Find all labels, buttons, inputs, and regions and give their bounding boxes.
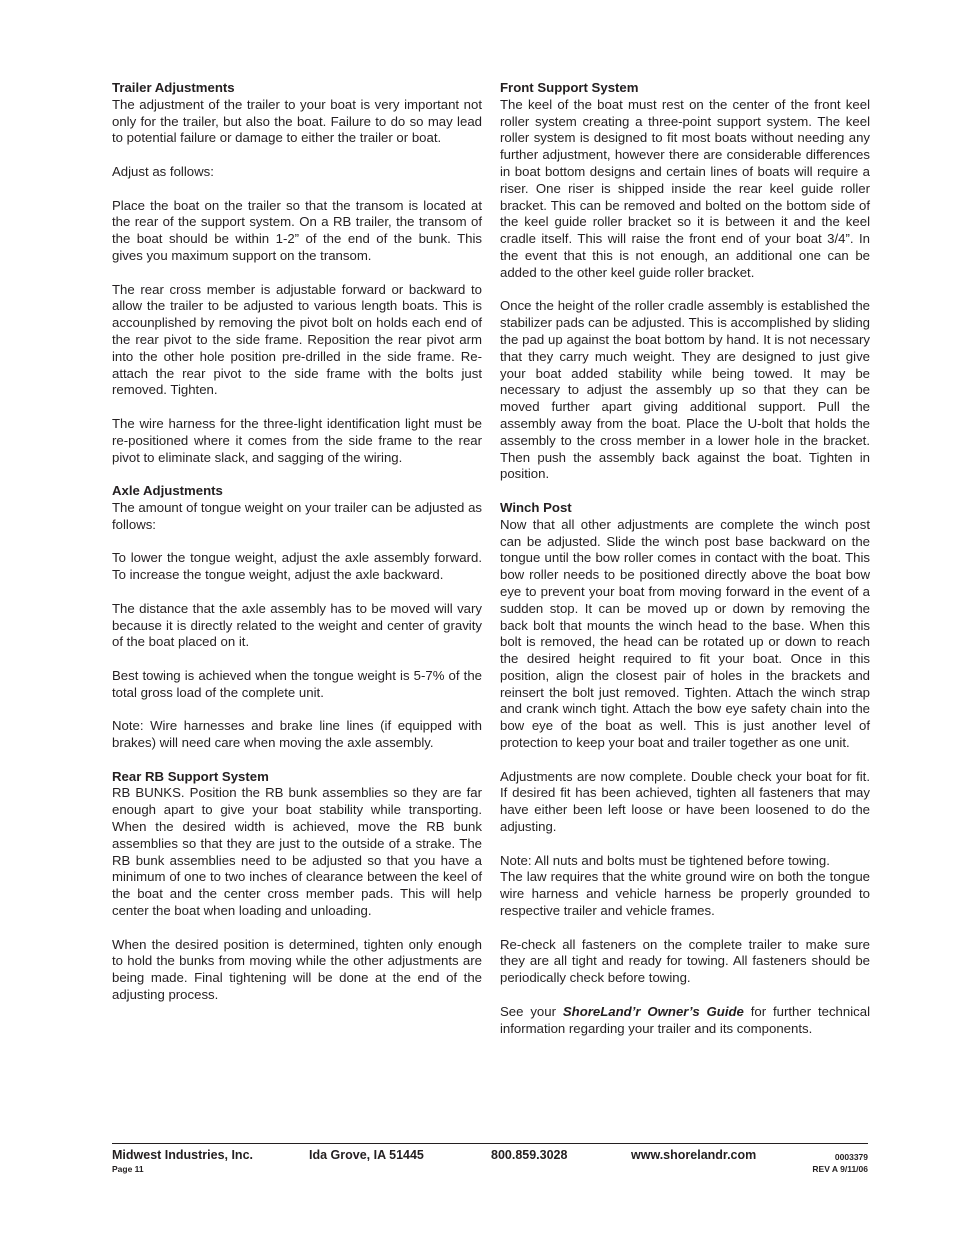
paragraph: The distance that the axle assembly has to be moved will vary because it is directly related to the weight and center of gravity of the boat placed on it.	[112, 600, 482, 650]
paragraph: RB BUNKS. Position the RB bunk assemblies so they are far enough apart to give your boat stability while transporting. When the desired width is achieved, move the RB bunk assemblies so that they are just to the outside of a strake. The RB bunk assemblies need to be adjusted so that you have a minimum of one to two inches of clearance between the keel of the boat and the center cross member pads. This will help center the boat when loading and unloading.	[112, 785, 482, 919]
footer-phone: 800.859.3028	[491, 1148, 568, 1162]
paragraph: Best towing is achieved when the tongue weight is 5-7% of the total gross load of the complete unit.	[112, 667, 482, 700]
footer-location: Ida Grove, IA 51445	[309, 1148, 424, 1162]
paragraph: Note: All nuts and bolts must be tightened before towing.	[500, 852, 830, 868]
footer-website: www.shorelandr.com	[631, 1148, 757, 1162]
paragraph: Now that all other adjustments are complete the winch post can be adjusted. Slide the winch post base backward on the tongue until the bow roller comes in contact with the boat. This bow roller needs to be positioned directly above the boat bow eye to prevent your boat from moving forward in the event of a sudden stop. It can be moved up or down by removing the back bolt that mounts the winch head to the base. When this bolt is removed, the head can be rotated up or down to reach the desired height required to fit your boat. Once in this position, align the closest pair of holes in the brackets and reinsert the bolt just removed. Tighten. Attach the winch strap and crank winch tight. Attach the bow eye safety chain into the bow eye of the boat as well. This is just another level of protection to keep your boat and trailer together as one unit.	[500, 516, 870, 751]
section-heading-trailer-adjustments: Trailer Adjustments	[112, 80, 235, 95]
paragraph: The adjustment of the trailer to your boat is very important not only for the trailer, but also the boat. Failure to do so may lead to potential failure or damage to either the trailer or boat.	[112, 96, 482, 146]
owners-guide-title: ShoreLand’r Owner’s Guide	[562, 1003, 744, 1019]
footer-divider	[112, 1143, 868, 1144]
footer-revision: REV A 9/11/06	[812, 1164, 868, 1174]
left-column	[112, 80, 482, 1004]
paragraph: Adjustments are now complete. Double check your boat for fit. If desired fit has been achieved, tighten all fasteners that may have either been left loose or have been loosened to do the adjusting.	[500, 768, 870, 835]
section-heading-winch-post: Winch Post	[500, 499, 572, 515]
paragraph: To lower the tongue weight, adjust the axle assembly forward. To increase the tongue weight, adjust the axle backward.	[112, 550, 482, 583]
text: See your	[500, 1003, 563, 1019]
paragraph: The rear cross member is adjustable forward or backward to allow the trailer to be adjusted to various length boats. This is accounplished by removing the pivot bolt on holds each end of the rear pivot to the side frame. Reposition the rear pivot arm into the other hole position pre-drilled in the side frame. Re-attach the rear pivot to the side frame with the bolts just removed. Tighten.	[112, 281, 482, 398]
paragraph: The law requires that the white ground wire on both the tongue wire harness and vehicle harness be properly grounded to respective trailer and vehicle frames.	[500, 869, 870, 919]
text: for further technical information regarding your trailer and its components.	[500, 1003, 871, 1036]
paragraph: Note: Wire harnesses and brake line lines (if equipped with brakes) will need care when moving the axle assembly.	[112, 718, 482, 751]
paragraph: Place the boat on the trailer so that the transom is located at the rear of the support system. On a RB trailer, the transom of the boat should be within 1-2” of the end of the bunk. This gives you maximum support on the transom.	[112, 197, 482, 263]
paragraph: The keel of the boat must rest on the center of the front keel roller system creating a three-point support system. The keel roller system is designed to fit most boats without needing any further adjustment, however there are considerable differences in boat bottom designs and certain lines of boats will require a riser. One riser is shipped inside the rear keel guide roller bracket. This can be removed and bolted on the bottom side of the keel guide roller bracket so it is between it and the keel cradle itself. This will raise the front end of your boat 3/4”. In the event that this is not enough, an additional one can be added to the other keel guide roller bracket.	[500, 96, 870, 280]
paragraph: The amount of tongue weight on your trailer can be adjusted as follows:	[112, 499, 482, 532]
section-heading-front-support: Front Support System	[500, 80, 639, 95]
paragraph: Adjust as follows:	[112, 163, 214, 179]
paragraph: Re-check all fasteners on the complete trailer to make sure they are all tight and ready for towing. All fasteners should be periodically check before towing.	[500, 936, 870, 986]
paragraph-owners-guide	[500, 1004, 870, 1038]
right-column	[500, 80, 870, 1037]
footer-doc-number: 0003379	[834, 1152, 868, 1162]
paragraph: The wire harness for the three-light identification light must be re-positioned where it comes from the side frame to the rear pivot to eliminate slack, and sagging of the wiring.	[112, 415, 482, 465]
paragraph: When the desired position is determined, tighten only enough to hold the bunks from moving while the other adjustments are being made. Final tightening will be done at the end of the adjusting process.	[112, 936, 482, 1003]
section-heading-axle-adjustments: Axle Adjustments	[112, 483, 223, 499]
footer-page-number: Page 11	[112, 1164, 144, 1174]
section-heading-rear-rb-support: Rear RB Support System	[112, 768, 269, 784]
paragraph: Once the height of the roller cradle assembly is established the stabilizer pads can be adjusted. This is accomplished by sliding the pad up against the boat bottom by hand. It is not necessary that they carry much weight. They are designed to just give your boat added stability while being towed. It may be necessary to adjust the assembly up so that they can be moved further apart giving additional support. Pull the assembly away from the boat. Place the U-bolt that holds the assembly to the cross member in a lower hole in the bracket. Then push the assembly back against the boat. Tighten in position.	[500, 298, 870, 482]
footer-company: Midwest Industries, Inc.	[112, 1148, 253, 1162]
